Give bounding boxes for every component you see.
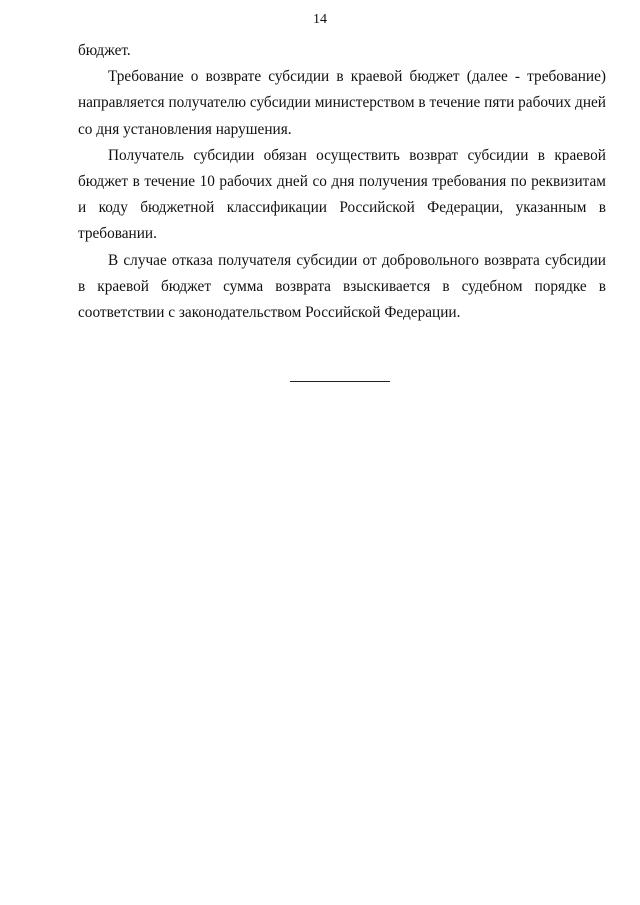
page-number: 14 [313,12,327,27]
paragraph-refund-obligation: Получатель субсидии обязан осуществить возврат субсидии в краевой бюджет в течение 10 рабочих дней со дня получения требования по реквизитам и коду бюджетной классификации Российской Федерации, указанным в требовании. [78,146,606,243]
paragraph-refund-demand: Требование о возврате субсидии в краевой бюджет (далее - требование) направляется получателю субсидии министерством в течение пяти рабочих дней со дня установления нарушения. [78,68,606,138]
document-body [78,38,606,326]
end-divider [290,381,390,382]
paragraph-continuation: бюджет. [78,42,131,59]
paragraph-refusal-recovery: В случае отказа получателя субсидии от добровольного возврата субсидии в краевой бюджет сумма возврата взыскивается в судебном порядке в соответствии с законодательством Российской Федерации. [78,251,606,322]
